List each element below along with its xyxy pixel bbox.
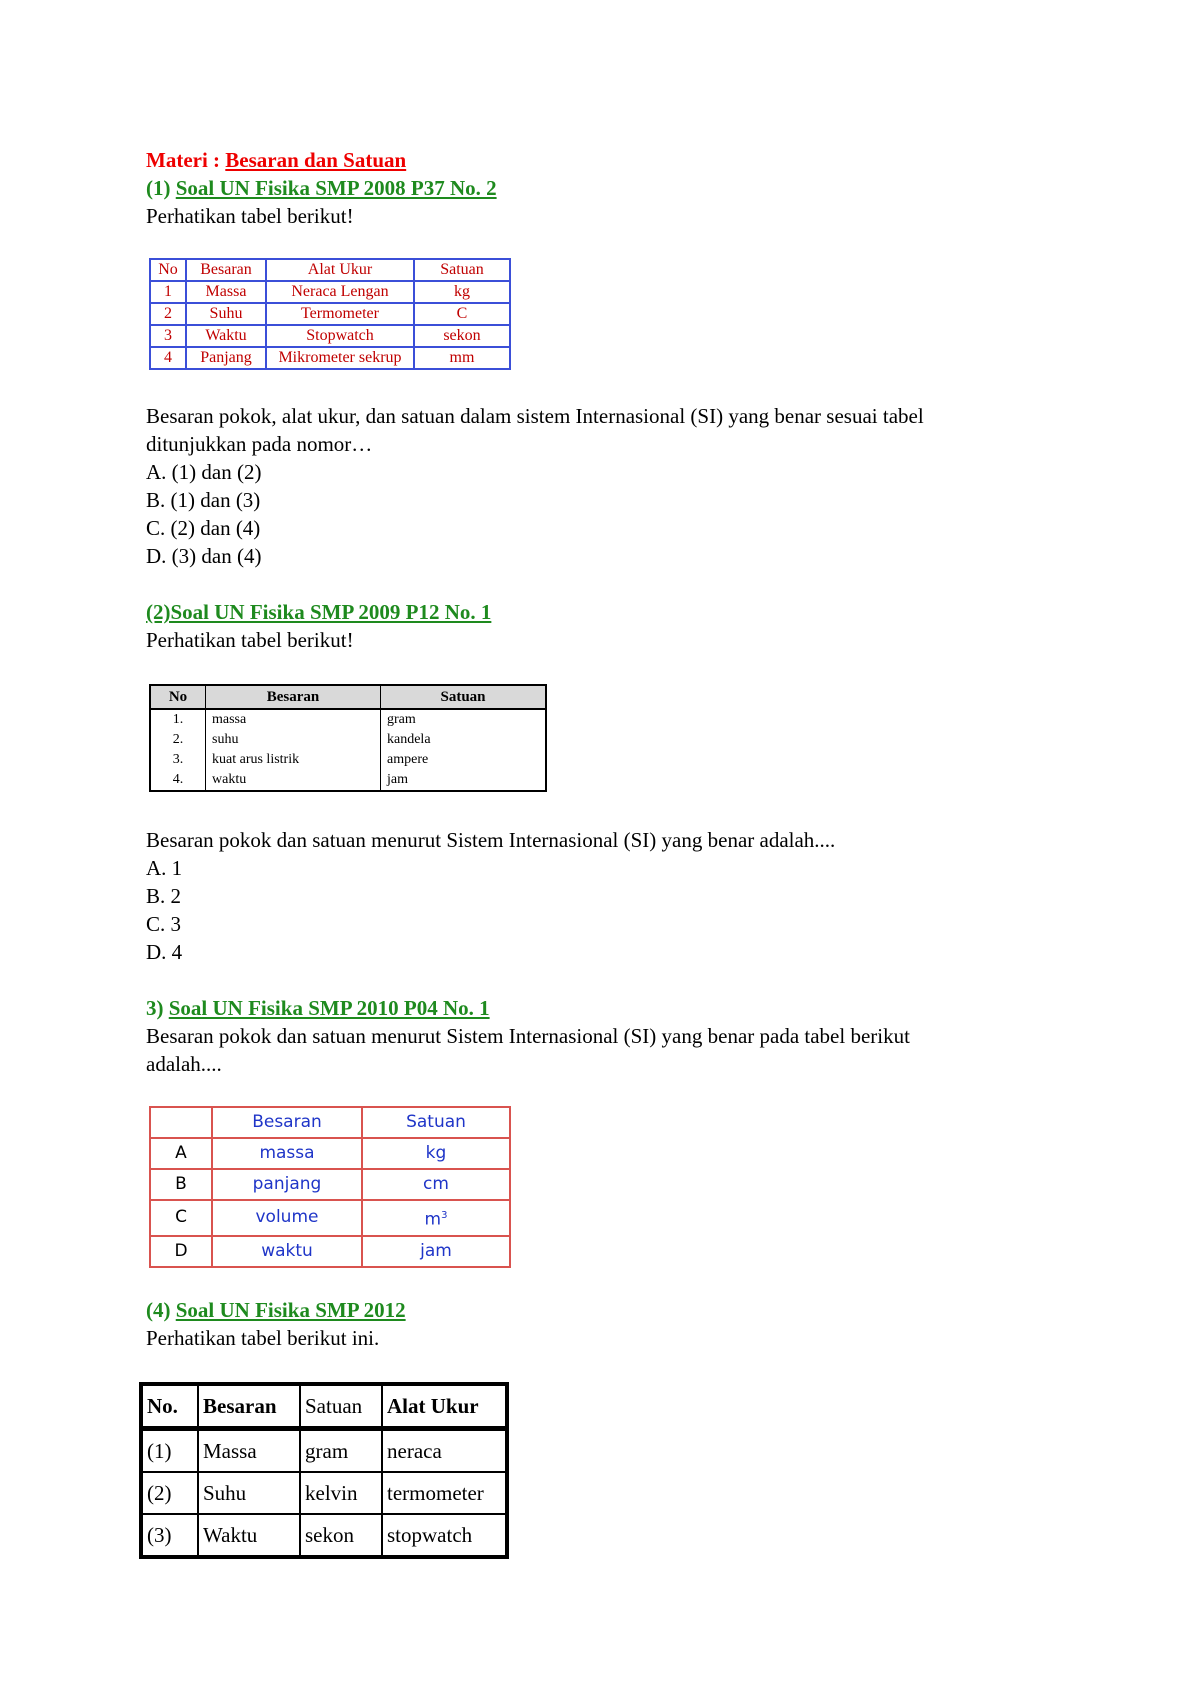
table-header-cell: No bbox=[150, 259, 186, 281]
table-cell: Massa bbox=[186, 281, 266, 303]
table-row bbox=[150, 1138, 510, 1169]
q1-table bbox=[149, 258, 511, 370]
q2-number: (2) bbox=[146, 600, 171, 624]
table-header-cell: No bbox=[150, 685, 206, 709]
document-page bbox=[146, 146, 1066, 1559]
table-cell: Panjang bbox=[186, 347, 266, 369]
table-header-row bbox=[150, 685, 546, 709]
table-header-cell: Besaran bbox=[206, 685, 381, 709]
table-row bbox=[150, 1236, 510, 1267]
q2-option-b: B. 2 bbox=[146, 884, 182, 908]
q3-question-line-1: Besaran pokok dan satuan menurut Sistem Internasional (SI) yang benar pada tabel berikut bbox=[146, 1024, 910, 1048]
table-header-cell: No. bbox=[141, 1384, 198, 1429]
q2-intro: Perhatikan tabel berikut! bbox=[146, 628, 354, 652]
table-cell: kandela bbox=[381, 730, 547, 750]
table-cell: D bbox=[150, 1236, 212, 1267]
table-cell: Waktu bbox=[186, 325, 266, 347]
table-cell: kuat arus listrik bbox=[206, 750, 381, 770]
table-cell: (2) bbox=[141, 1472, 198, 1514]
table-cell: Suhu bbox=[186, 303, 266, 325]
q4-heading bbox=[146, 1296, 1066, 1324]
table-cell: ampere bbox=[381, 750, 547, 770]
unit-exponent: 3 bbox=[441, 1210, 448, 1221]
table-row bbox=[150, 303, 510, 325]
q4-number: (4) bbox=[146, 1297, 176, 1322]
q3-table bbox=[149, 1106, 511, 1268]
q4-table bbox=[139, 1382, 509, 1559]
table-row bbox=[150, 770, 546, 791]
table-cell: Termometer bbox=[266, 303, 414, 325]
table-row bbox=[141, 1514, 507, 1557]
table-row bbox=[150, 730, 546, 750]
table-row bbox=[141, 1472, 507, 1514]
table-row bbox=[150, 750, 546, 770]
table-header-cell: Satuan bbox=[414, 259, 510, 281]
table-cell: kg bbox=[362, 1138, 510, 1169]
table-cell: sekon bbox=[414, 325, 510, 347]
table-cell: massa bbox=[206, 709, 381, 730]
q2-option-d: D. 4 bbox=[146, 940, 183, 964]
q1-intro: Perhatikan tabel berikut! bbox=[146, 204, 354, 228]
table-cell: panjang bbox=[212, 1169, 362, 1200]
table-cell: waktu bbox=[206, 770, 381, 791]
table-cell: stopwatch bbox=[382, 1514, 507, 1557]
table-cell: jam bbox=[381, 770, 547, 791]
q2-option-a: A. 1 bbox=[146, 856, 183, 880]
table-cell: A bbox=[150, 1138, 212, 1169]
table-cell: Massa bbox=[198, 1428, 300, 1472]
table-cell: 1. bbox=[150, 709, 206, 730]
table-cell bbox=[362, 1200, 510, 1236]
table-header-cell: Alat Ukur bbox=[382, 1384, 507, 1429]
table-cell: kg bbox=[414, 281, 510, 303]
table-header-cell: Besaran bbox=[212, 1107, 362, 1138]
q2-heading bbox=[146, 598, 1066, 626]
q4-intro: Perhatikan tabel berikut ini. bbox=[146, 1325, 380, 1350]
q1-question-line-2: ditunjukkan pada nomor… bbox=[146, 432, 373, 456]
table-cell: 2. bbox=[150, 730, 206, 750]
table-header-row bbox=[150, 259, 510, 281]
table-cell: suhu bbox=[206, 730, 381, 750]
q1-question-line-1: Besaran pokok, alat ukur, dan satuan dalam sistem Internasional (SI) yang benar sesuai tabel bbox=[146, 404, 924, 428]
topic-heading bbox=[146, 146, 1066, 174]
q2-title-link[interactable]: Soal UN Fisika SMP 2009 P12 No. 1 bbox=[170, 600, 492, 624]
table-header-cell: Alat Ukur bbox=[266, 259, 414, 281]
table-cell: Suhu bbox=[198, 1472, 300, 1514]
materi-label: Materi : bbox=[146, 148, 226, 172]
table-cell: 2 bbox=[150, 303, 186, 325]
q1-option-d: D. (3) dan (4) bbox=[146, 544, 262, 568]
table-cell: jam bbox=[362, 1236, 510, 1267]
table-cell: cm bbox=[362, 1169, 510, 1200]
table-cell: C bbox=[414, 303, 510, 325]
table-cell: Neraca Lengan bbox=[266, 281, 414, 303]
table-row bbox=[150, 1169, 510, 1200]
q3-heading bbox=[146, 994, 1066, 1022]
q1-number: (1) bbox=[146, 176, 176, 200]
unit-base: m bbox=[424, 1209, 442, 1230]
table-header-row bbox=[141, 1384, 507, 1429]
table-header-cell: Besaran bbox=[186, 259, 266, 281]
table-header-row bbox=[150, 1107, 510, 1138]
q1-option-a: A. (1) dan (2) bbox=[146, 460, 262, 484]
table-row bbox=[150, 1200, 510, 1236]
table-cell: Stopwatch bbox=[266, 325, 414, 347]
table-header-cell: Satuan bbox=[300, 1384, 382, 1429]
table-row bbox=[150, 347, 510, 369]
table-cell: sekon bbox=[300, 1514, 382, 1557]
table-cell: termometer bbox=[382, 1472, 507, 1514]
table-header-cell bbox=[150, 1107, 212, 1138]
table-row bbox=[150, 281, 510, 303]
q2-question: Besaran pokok dan satuan menurut Sistem Internasional (SI) yang benar adalah.... bbox=[146, 828, 836, 852]
table-cell: waktu bbox=[212, 1236, 362, 1267]
table-cell: C bbox=[150, 1200, 212, 1236]
q4-title-link[interactable]: Soal UN Fisika SMP 2012 bbox=[175, 1297, 406, 1322]
q1-option-c: C. (2) dan (4) bbox=[146, 516, 261, 540]
q1-title-link[interactable]: Soal UN Fisika SMP 2008 P37 No. 2 bbox=[175, 176, 497, 200]
table-header-cell: Satuan bbox=[362, 1107, 510, 1138]
q3-title-link[interactable]: Soal UN Fisika SMP 2010 P04 No. 1 bbox=[168, 996, 490, 1020]
materi-topic: Besaran dan Satuan bbox=[225, 148, 407, 172]
q2-table bbox=[149, 684, 547, 792]
table-cell: 3. bbox=[150, 750, 206, 770]
table-row bbox=[141, 1428, 507, 1472]
table-cell: (3) bbox=[141, 1514, 198, 1557]
table-cell: mm bbox=[414, 347, 510, 369]
table-header-cell: Satuan bbox=[381, 685, 547, 709]
table-cell: Mikrometer sekrup bbox=[266, 347, 414, 369]
table-cell: gram bbox=[381, 709, 547, 730]
table-header-cell: Besaran bbox=[198, 1384, 300, 1429]
table-cell: 3 bbox=[150, 325, 186, 347]
q1-option-b: B. (1) dan (3) bbox=[146, 488, 261, 512]
q3-question-line-2: adalah.... bbox=[146, 1052, 222, 1076]
table-cell: 4 bbox=[150, 347, 186, 369]
q2-option-c: C. 3 bbox=[146, 912, 182, 936]
table-row bbox=[150, 325, 510, 347]
table-row bbox=[150, 709, 546, 730]
table-cell: B bbox=[150, 1169, 212, 1200]
table-cell: 1 bbox=[150, 281, 186, 303]
table-cell: (1) bbox=[141, 1428, 198, 1472]
q3-number: 3) bbox=[146, 996, 169, 1020]
table-cell: kelvin bbox=[300, 1472, 382, 1514]
table-cell: gram bbox=[300, 1428, 382, 1472]
table-cell: massa bbox=[212, 1138, 362, 1169]
table-cell: neraca bbox=[382, 1428, 507, 1472]
table-cell: volume bbox=[212, 1200, 362, 1236]
q1-heading bbox=[146, 174, 1066, 202]
table-cell: Waktu bbox=[198, 1514, 300, 1557]
table-cell: 4. bbox=[150, 770, 206, 791]
